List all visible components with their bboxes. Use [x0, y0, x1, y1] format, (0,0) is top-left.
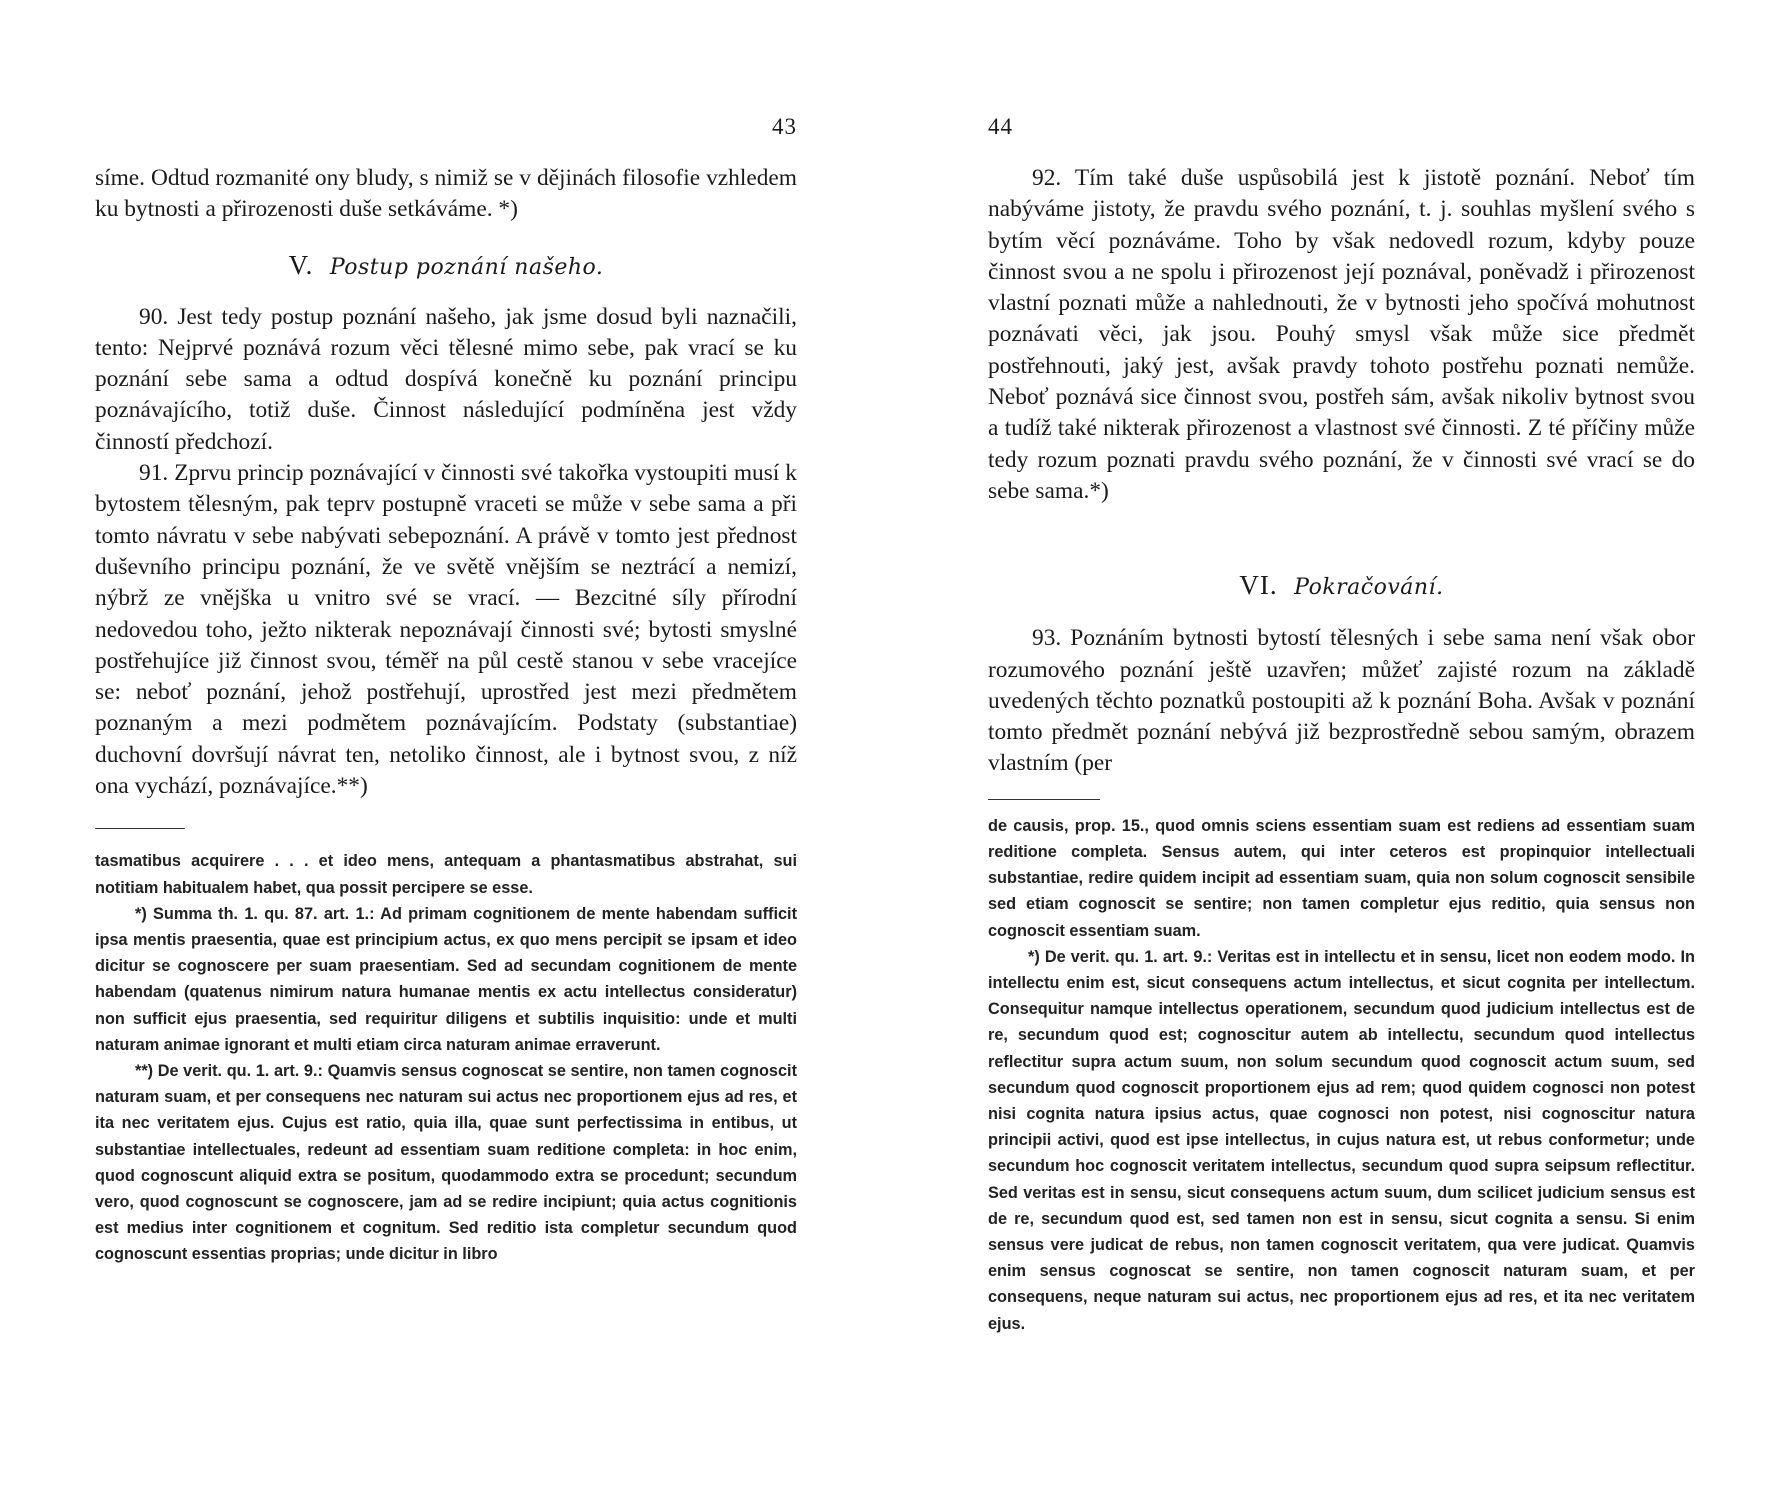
- page-number: 44: [988, 114, 1013, 139]
- paragraph-92: 92. Tím také duše uspůsobilá jest k jistotě poznání. Neboť tím nabýváme jistoty, že pravdu svého poznání, t. j. souhlas myšlení svého s bytím věcí poznáváme. Toho by však nedovedl rozum, kdyby pouze činnost svou a ne spolu i přirozenost její poznával, poněvadž i přirozenost vlastní poznati může a nahlednouti, že v bytnosti jeho spočívá mohutnost poznávati věci, jak jsou. Pouhý smysl však může sice předmět postřehnouti, jaký jest, avšak pravdy tohoto postřehu poznati nemůže. Neboť poznává sice činnost svou, postřeh sám, avšak nikoliv bytnost svou a tudíž také nikterak přirozenost a vlastnost své činnosti. Z té příčiny může tedy rozum poznati pravdu svého poznání, že v činnosti své vrací se do sebe sama.*): [988, 165, 1695, 504]
- footnote-continuation: tasmatibus acquirere . . . et ideo mens, antequam a phantasmatibus abstrahat, sui notitiam habitualem habet, qua possit percipere se esse.: [95, 852, 797, 897]
- section-heading: [988, 570, 1695, 601]
- section-number: V.: [288, 249, 314, 280]
- page-number: 43: [772, 114, 797, 139]
- paragraph-93: 93. Poznáním bytnosti bytostí tělesných i sebe sama není však obor rozumového poznání ještě uzavřen; můžeť zajisté rozum na základě uvedených těchto poznatků postoupiti až k poznání Boha. Avšak v poznání tomto předmět poznání nebývá již bezprostředně sebou samým, obrazem vlastním (per: [988, 625, 1695, 777]
- footnote-divider: [988, 799, 1100, 800]
- section-heading: [95, 250, 797, 281]
- paragraph-91: 91. Zprvu princip poznávající v činnosti své takořka vystoupiti musí k bytostem tělesným, pak teprv postupně vraceti se může v sebe sama a při tomto návratu v sebe nabývati sebepoznání. A právě v tomto jest přednost duševního principu poznání, že ve světě vnějším se neztrácí a nemizí, nýbrž ze vnějška u vnitro své se vrací. — Bezcitné síly přírodní nedovedou toho, ježto nikterak nepoznávají činnosti své; bytosti smyslné postřehujíce již činnost svou, téměř na půl cestě stanou v sebe vracejíce se: neboť poznání, jehož postřehují, uprostřed jest mezi předmětem poznaným a mezi podmětem poznávajícím. Podstaty (substantiae) duchovní dovršují návrat ten, netoliko činnost, ale i bytnost svou, z níž ona vychází, poznávajíce.**): [95, 460, 797, 800]
- page-body: [95, 163, 797, 1268]
- section-number: VI.: [1239, 570, 1278, 601]
- footnote-divider: [95, 828, 185, 829]
- page-body: [988, 163, 1695, 1337]
- continuation-paragraph: síme. Odtud rozmanité ony bludy, s nimiž se v dějinách filosofie vzhledem ku bytnosti a přirozenosti duše setkáváme. *): [95, 165, 797, 223]
- footnote-2: **) De verit. qu. 1. art. 9.: Quamvis sensus cognoscat se sentire, non tamen cognoscit naturam suam, et per consequens nec naturam sui actus nec proportionem ejus ad res, et ita nec veritatem ejus. Cujus est ratio, quia illa, quae sunt perfectissima in entibus, ut substantiae intellectuales, redeunt ad essentiam suam reditione completa: in hoc enim, quod cognoscunt aliquid extra se positum, quodammodo extra se procedunt; secundum vero, quod cognoscunt se cognoscere, jam ad se redire incipiunt; quia actus cognitionis est medius inter cognitionem et cognitum. Sed reditio ista completur secundum quod cognoscunt essentias proprias; unde dicitur in libro: [95, 1061, 797, 1264]
- paragraph-90: 90. Jest tedy postup poznání našeho, jak jsme dosud byli naznačili, tento: Nejprvé poznává rozum věci tělesné mimo sebe, pak vrací se ku poznání sebe sama a odtud dospívá konečně ku poznání principu poznávajícího, totiž duše. Činnost následující podmíněna jest vždy činností předchozí.: [95, 303, 797, 455]
- section-title: Pokračování.: [1294, 575, 1444, 601]
- section-title: Postup poznání našeho.: [329, 254, 604, 280]
- footnote-1: *) Summa th. 1. qu. 87. art. 1.: Ad primam cognitionem de mente habendam sufficit ipsa mentis praesentia, quae est principium actus, ex quo mens percipit se ipsam et ideo dicitur se cognoscere per suam praesentiam. Sed ad secundam cognitionem de mente habendam (quatenus nimirum natura humanae mentis ex actu intellectus consideratur) non sufficit ejus praesentia, sed requiritur diligens et subtilis inquisitio: unde et multi naturam animae ignorant et multi etiam circa naturam animae erraverunt.: [95, 904, 797, 1054]
- footnote-continuation: de causis, prop. 15., quod omnis sciens essentiam suam est rediens ad essentiam suam reditione completa. Sensus autem, qui inter ceteros est propinquior intellectuali substantiae, redire quidem incipit ad essentiam suam, quia non solum cognoscit sensibile sed etiam cognoscit se sentire; non tamen completur ejus reditio, quia sensus non cognoscit essentiam suam.: [988, 816, 1695, 940]
- footnote-1: *) De verit. qu. 1. art. 9.: Veritas est in intellectu et in sensu, licet non eodem modo. In intellectu enim est, sicut consequens actum intellectus, et sicut cognita per intellectum. Consequitur namque intellectus operationem, secundum quod judicium intellectus est de re, secundum quod est; cognoscitur autem ab intellectu, secundum quod intellectus reflectitur supra actum suum, non solum secundum quod cognoscit actum suum, sed secundum quod cognoscit proportionem ejus ad rem; quod quidem cognosci non potest nisi cognita natura ipsius actus, quae cognosci non potest, nisi cognoscitur natura principii activi, quod est ipse intellectus, in cujus natura est, ut rebus conformetur; unde secundum hoc cognoscit veritatem intellectus, secundum quod supra seipsum reflectitur. Sed veritas est in sensu, sicut consequens actum suum, dum scilicet judicium sensus est de re, secundum quod est, sed tamen non est in sensu, sicut cognita a sensu. Si enim sensus vere judicat de rebus, non tamen cognoscit veritatem, qua vere judicat. Quamvis enim sensus cognoscat se sentire, non tamen cognoscit naturam suam, et per consequens, neque naturam sui actus, nec proportionem ejus ad res, et ita nec veritatem ejus.: [988, 947, 1695, 1333]
